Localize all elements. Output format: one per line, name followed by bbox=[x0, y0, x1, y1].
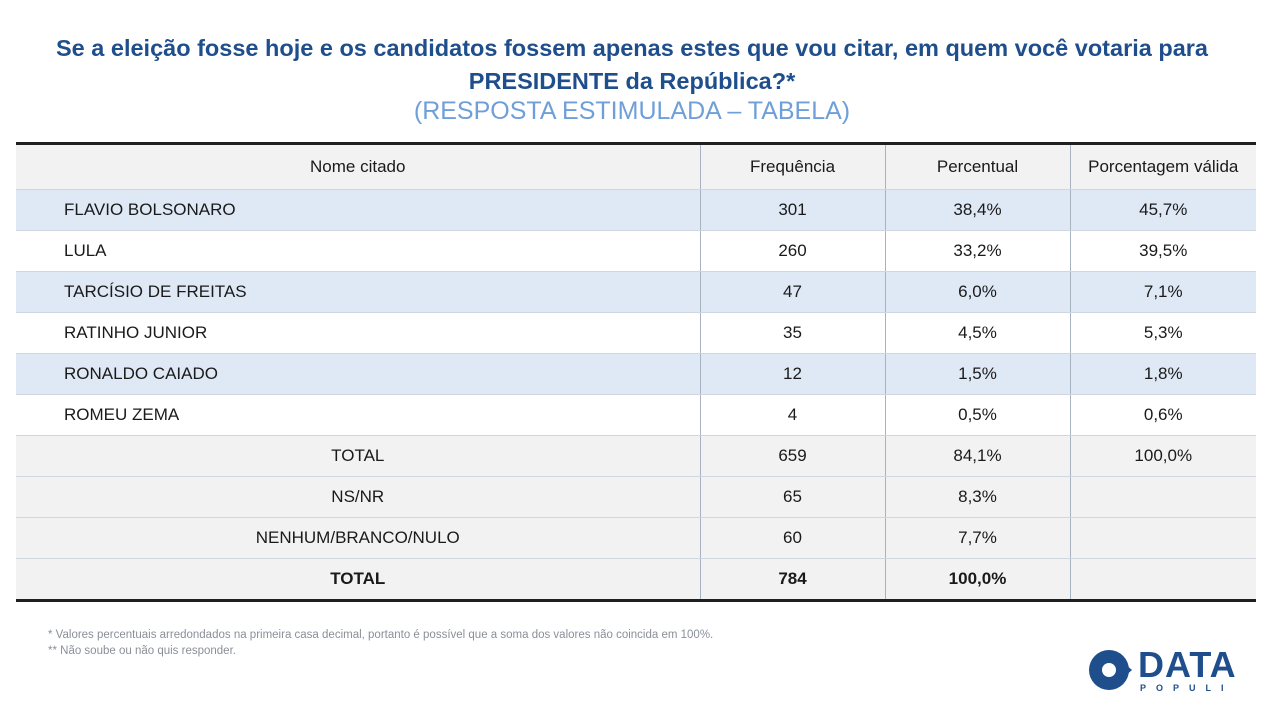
candidate-name: RATINHO JUNIOR bbox=[16, 313, 700, 354]
frequency-cell: 260 bbox=[700, 231, 885, 272]
footnote-nsnr: ** Não soube ou não quis responder. bbox=[48, 645, 236, 657]
title-text-part1: Se a eleição fosse hoje e os candidatos fossem apenas estes que vou citar, em quem você votaria para bbox=[56, 35, 1208, 61]
percent-cell: 4,5% bbox=[885, 313, 1070, 354]
column-header-percent: Percentual bbox=[885, 144, 1070, 190]
title-text-part2: da República?* bbox=[618, 68, 796, 94]
column-header-valid-percent: Porcentagem válida bbox=[1070, 144, 1256, 190]
footnotes bbox=[48, 627, 713, 659]
percent-cell: 84,1% bbox=[885, 436, 1070, 477]
results-table bbox=[16, 142, 1256, 602]
table-row bbox=[16, 190, 1256, 231]
candidate-name: LULA bbox=[16, 231, 700, 272]
percent-cell: 7,7% bbox=[885, 518, 1070, 559]
candidate-name: TARCÍSIO DE FREITAS bbox=[16, 272, 700, 313]
summary-row-nsnr bbox=[16, 477, 1256, 518]
valid-percent-cell: 100,0% bbox=[1070, 436, 1256, 477]
table-row bbox=[16, 395, 1256, 436]
column-header-frequency: Frequência bbox=[700, 144, 885, 190]
logo-circle-icon bbox=[1088, 648, 1134, 692]
footnote-rounding: * Valores percentuais arredondados na primeira casa decimal, portanto é possível que a soma dos valores não coincida em 100%. bbox=[48, 629, 714, 641]
candidate-name: RONALDO CAIADO bbox=[16, 354, 700, 395]
title-emphasis: PRESIDENTE bbox=[468, 68, 619, 94]
valid-percent-cell: 39,5% bbox=[1070, 231, 1256, 272]
summary-label: NS/NR bbox=[16, 477, 700, 518]
valid-percent-cell bbox=[1070, 477, 1256, 518]
frequency-cell: 35 bbox=[700, 313, 885, 354]
frequency-cell: 659 bbox=[700, 436, 885, 477]
column-header-name: Nome citado bbox=[16, 144, 700, 190]
percent-cell: 1,5% bbox=[885, 354, 1070, 395]
valid-percent-cell: 5,3% bbox=[1070, 313, 1256, 354]
frequency-cell: 4 bbox=[700, 395, 885, 436]
percent-cell: 0,5% bbox=[885, 395, 1070, 436]
datapopuli-logo bbox=[1088, 646, 1248, 694]
summary-label: NENHUM/BRANCO/NULO bbox=[16, 518, 700, 559]
frequency-cell: 12 bbox=[700, 354, 885, 395]
percent-cell: 6,0% bbox=[885, 272, 1070, 313]
valid-percent-cell: 45,7% bbox=[1070, 190, 1256, 231]
percent-cell: 8,3% bbox=[885, 477, 1070, 518]
percent-cell: 33,2% bbox=[885, 231, 1070, 272]
table-row bbox=[16, 313, 1256, 354]
valid-percent-cell bbox=[1070, 518, 1256, 559]
frequency-cell: 60 bbox=[700, 518, 885, 559]
grand-total-percent: 100,0% bbox=[885, 559, 1070, 601]
frequency-cell: 47 bbox=[700, 272, 885, 313]
grand-total-frequency: 784 bbox=[700, 559, 885, 601]
frequency-cell: 65 bbox=[700, 477, 885, 518]
frequency-cell: 301 bbox=[700, 190, 885, 231]
candidate-name: ROMEU ZEMA bbox=[16, 395, 700, 436]
logo-subword: POPULI bbox=[1140, 683, 1234, 693]
table-row bbox=[16, 272, 1256, 313]
page-subtitle: (RESPOSTA ESTIMULADA – TABELA) bbox=[413, 97, 851, 125]
valid-percent-cell: 0,6% bbox=[1070, 395, 1256, 436]
table-row bbox=[16, 354, 1256, 395]
logo-word: DATA bbox=[1138, 644, 1237, 685]
grand-total-row bbox=[16, 559, 1256, 601]
summary-row-total bbox=[16, 436, 1256, 477]
summary-row-none bbox=[16, 518, 1256, 559]
page-title bbox=[40, 32, 1224, 98]
percent-cell: 38,4% bbox=[885, 190, 1070, 231]
summary-label: TOTAL bbox=[16, 436, 700, 477]
table-row bbox=[16, 231, 1256, 272]
grand-total-valid bbox=[1070, 559, 1256, 601]
table-header-row bbox=[16, 144, 1256, 190]
grand-total-label: TOTAL bbox=[16, 559, 700, 601]
valid-percent-cell: 7,1% bbox=[1070, 272, 1256, 313]
candidate-name: FLAVIO BOLSONARO bbox=[16, 190, 700, 231]
valid-percent-cell: 1,8% bbox=[1070, 354, 1256, 395]
